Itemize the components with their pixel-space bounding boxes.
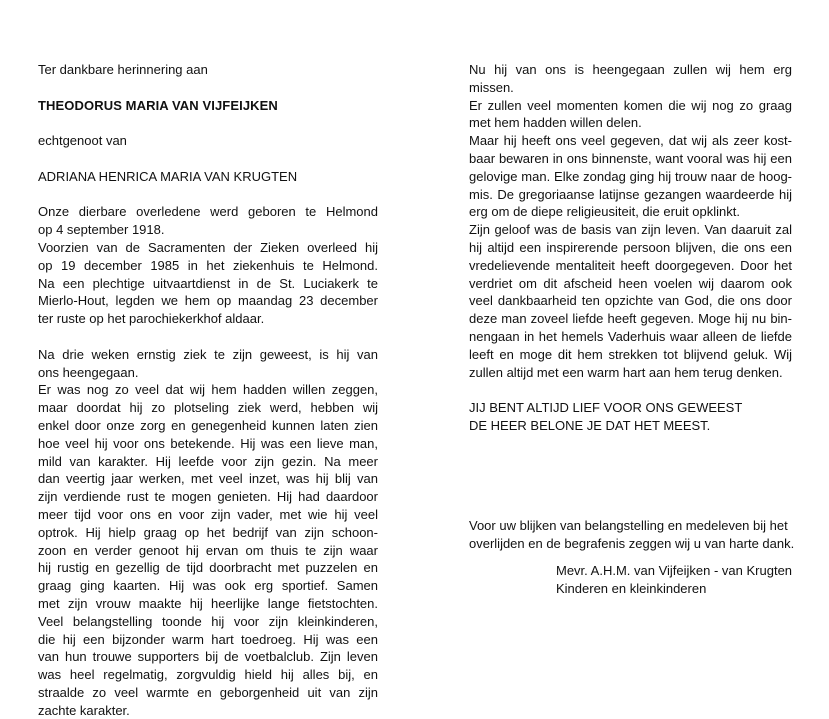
text-line: op 19 december 1985 in het ziekenhuis te Helmond. (38, 257, 378, 273)
text-line: ter ruste op het parochiekerkhof aldaar. (38, 311, 265, 327)
text-line: hij altijd een inspirerende persoon blijven, die ons een (469, 239, 792, 255)
faith-paragraph (469, 61, 792, 381)
text-line: zoon en verder genoot hij ervan om thuis te zijn waar (38, 542, 378, 558)
text-line: Mierlo-Hout, legden we hem op maandag 23 december (38, 293, 378, 309)
signers-block (556, 562, 806, 598)
thanks-line: overlijden en de begrafenis zeggen wij u van harte dank. (469, 535, 795, 551)
text-line: gelovige man. Elke zondag ging hij trouw naar de hoog- (469, 168, 792, 184)
text-line: erg om de diepe religieusiteit, die eruit opklinkt. (469, 204, 740, 220)
text-line: Er was nog zo veel dat wij hem hadden willen zeggen, (38, 382, 378, 398)
text-line: hij rustig en gezellig de tijd doorbracht met puzzelen en (38, 560, 378, 576)
text-line: Voorzien van de Sacramenten der Zieken overleed hij (38, 239, 378, 255)
text-line: Maar hij heeft ons veel gegeven, dat wij als zeer kost- (469, 133, 792, 149)
text-line: vredelievende mentaliteit heeft doorgegeven. Door het (469, 257, 792, 273)
text-line: nengaan in het hemels Vaderhuis waar alleen de liefde (469, 328, 792, 344)
intro-line: Ter dankbare herinnering aan (38, 62, 208, 77)
text-line: Na drie weken ernstig ziek te zijn geweest, is hij van (38, 346, 378, 362)
spouse-name: ADRIANA HENRICA MARIA VAN KRUGTEN (38, 168, 298, 184)
text-line: hoe veel hij voor ons betekende. Hij was een lieve man, (38, 435, 378, 451)
text-line: dan veertig jaar werken, met veel inzet, was hij blij van (38, 471, 378, 487)
text-line: ons heengegaan. (38, 364, 139, 380)
deceased-name: THEODORUS MARIA VAN VIJFEIJKEN (38, 97, 278, 113)
signer-line: Mevr. A.H.M. van Vijfeijken - van Krugten (556, 563, 793, 578)
text-line: was heel regelmatig, zorgvuldig hield hij alles bij, en (38, 667, 378, 683)
text-line: op 4 september 1918. (38, 222, 165, 238)
text-line: die hij een bijzonder warm hart toedroeg. Hij was een (38, 631, 378, 647)
closing-verse-line: JIJ BENT ALTIJD LIEF VOOR ONS GEWEEST (469, 400, 743, 416)
text-line: Veel belangstelling toonde hij voor zijn kleinkinderen, (38, 613, 378, 629)
text-line: zullen altijd met een warm hart aan hem terug denken. (469, 364, 783, 380)
text-line: mis. De gregoriaanse latijnse gezangen waardeerde hij (469, 186, 792, 202)
closing-verse-line: DE HEER BELONE JE DAT HET MEEST. (469, 417, 711, 433)
text-line: maar doordat hij zo plotseling ziek werd, hebben wij (38, 400, 378, 416)
text-line: Er zullen veel momenten komen die wij nog zo graag (469, 97, 792, 113)
text-line: graag ging kaarten. Hij was ook erg sportief. Samen (38, 578, 378, 594)
thanks-line: Voor uw blijken van belangstelling en medeleven bij het (469, 518, 788, 533)
text-line: Zijn geloof was de basis van zijn leven. Van daaruit zal (469, 222, 792, 238)
text-line: veel dankbaarheid ten opzichte van God, die ons door (469, 293, 792, 309)
text-line: baar bewaren in ons binnenste, want vooral was hij een (469, 150, 792, 166)
text-line: verdriet om dit afscheid heen voelen wij daarom ook (469, 275, 792, 291)
memory-paragraph (38, 346, 378, 719)
text-line: met hem hadden willen delen. (469, 115, 642, 131)
text-line: zachte karakter. (38, 702, 130, 718)
text-line: Onze dierbare overledene werd geboren te Helmond (38, 204, 378, 220)
text-line: Nu hij van ons is heengegaan zullen wij hem erg missen. (469, 62, 792, 95)
spouse-label: echtgenoot van (38, 133, 127, 149)
text-line: van hun trouwe supporters bij de voetbalclub. Zijn leven (38, 649, 378, 665)
text-line: enkel door onze zorg en genegenheid kunnen laten zien (38, 417, 378, 433)
text-line: deze man zoveel liefde heeft gegeven. Moge hij nu bin- (469, 311, 792, 327)
text-line: mild van karakter. Hij leefde voor zijn gezin. Na meer (38, 453, 378, 469)
right-column (469, 61, 792, 435)
text-line: straalde zo veel warmte en geborgenheid uit van zijn (38, 684, 378, 700)
text-line: optrok. Hij hielp graag op het bedrijf van zijn schoon- (38, 524, 378, 540)
text-line: met zijn vrouw maakte hij heerlijke lange fietstochten. (38, 595, 378, 611)
left-column (38, 61, 378, 719)
text-line: zijn verdiende rust te mogen genieten. Hij had daardoor (38, 489, 378, 505)
text-line: leeft en moge dit hem strekken tot blijvend geluk. Wij (469, 346, 792, 362)
biography-paragraph (38, 203, 378, 328)
text-line: meer tijd voor ons en voor zijn vader, met wie hij veel (38, 506, 378, 522)
thanks-note (469, 517, 799, 553)
text-line: Na een plechtige uitvaartdienst in de St. Luciakerk te (38, 275, 378, 291)
signer-line: Kinderen en kleinkinderen (556, 580, 707, 596)
